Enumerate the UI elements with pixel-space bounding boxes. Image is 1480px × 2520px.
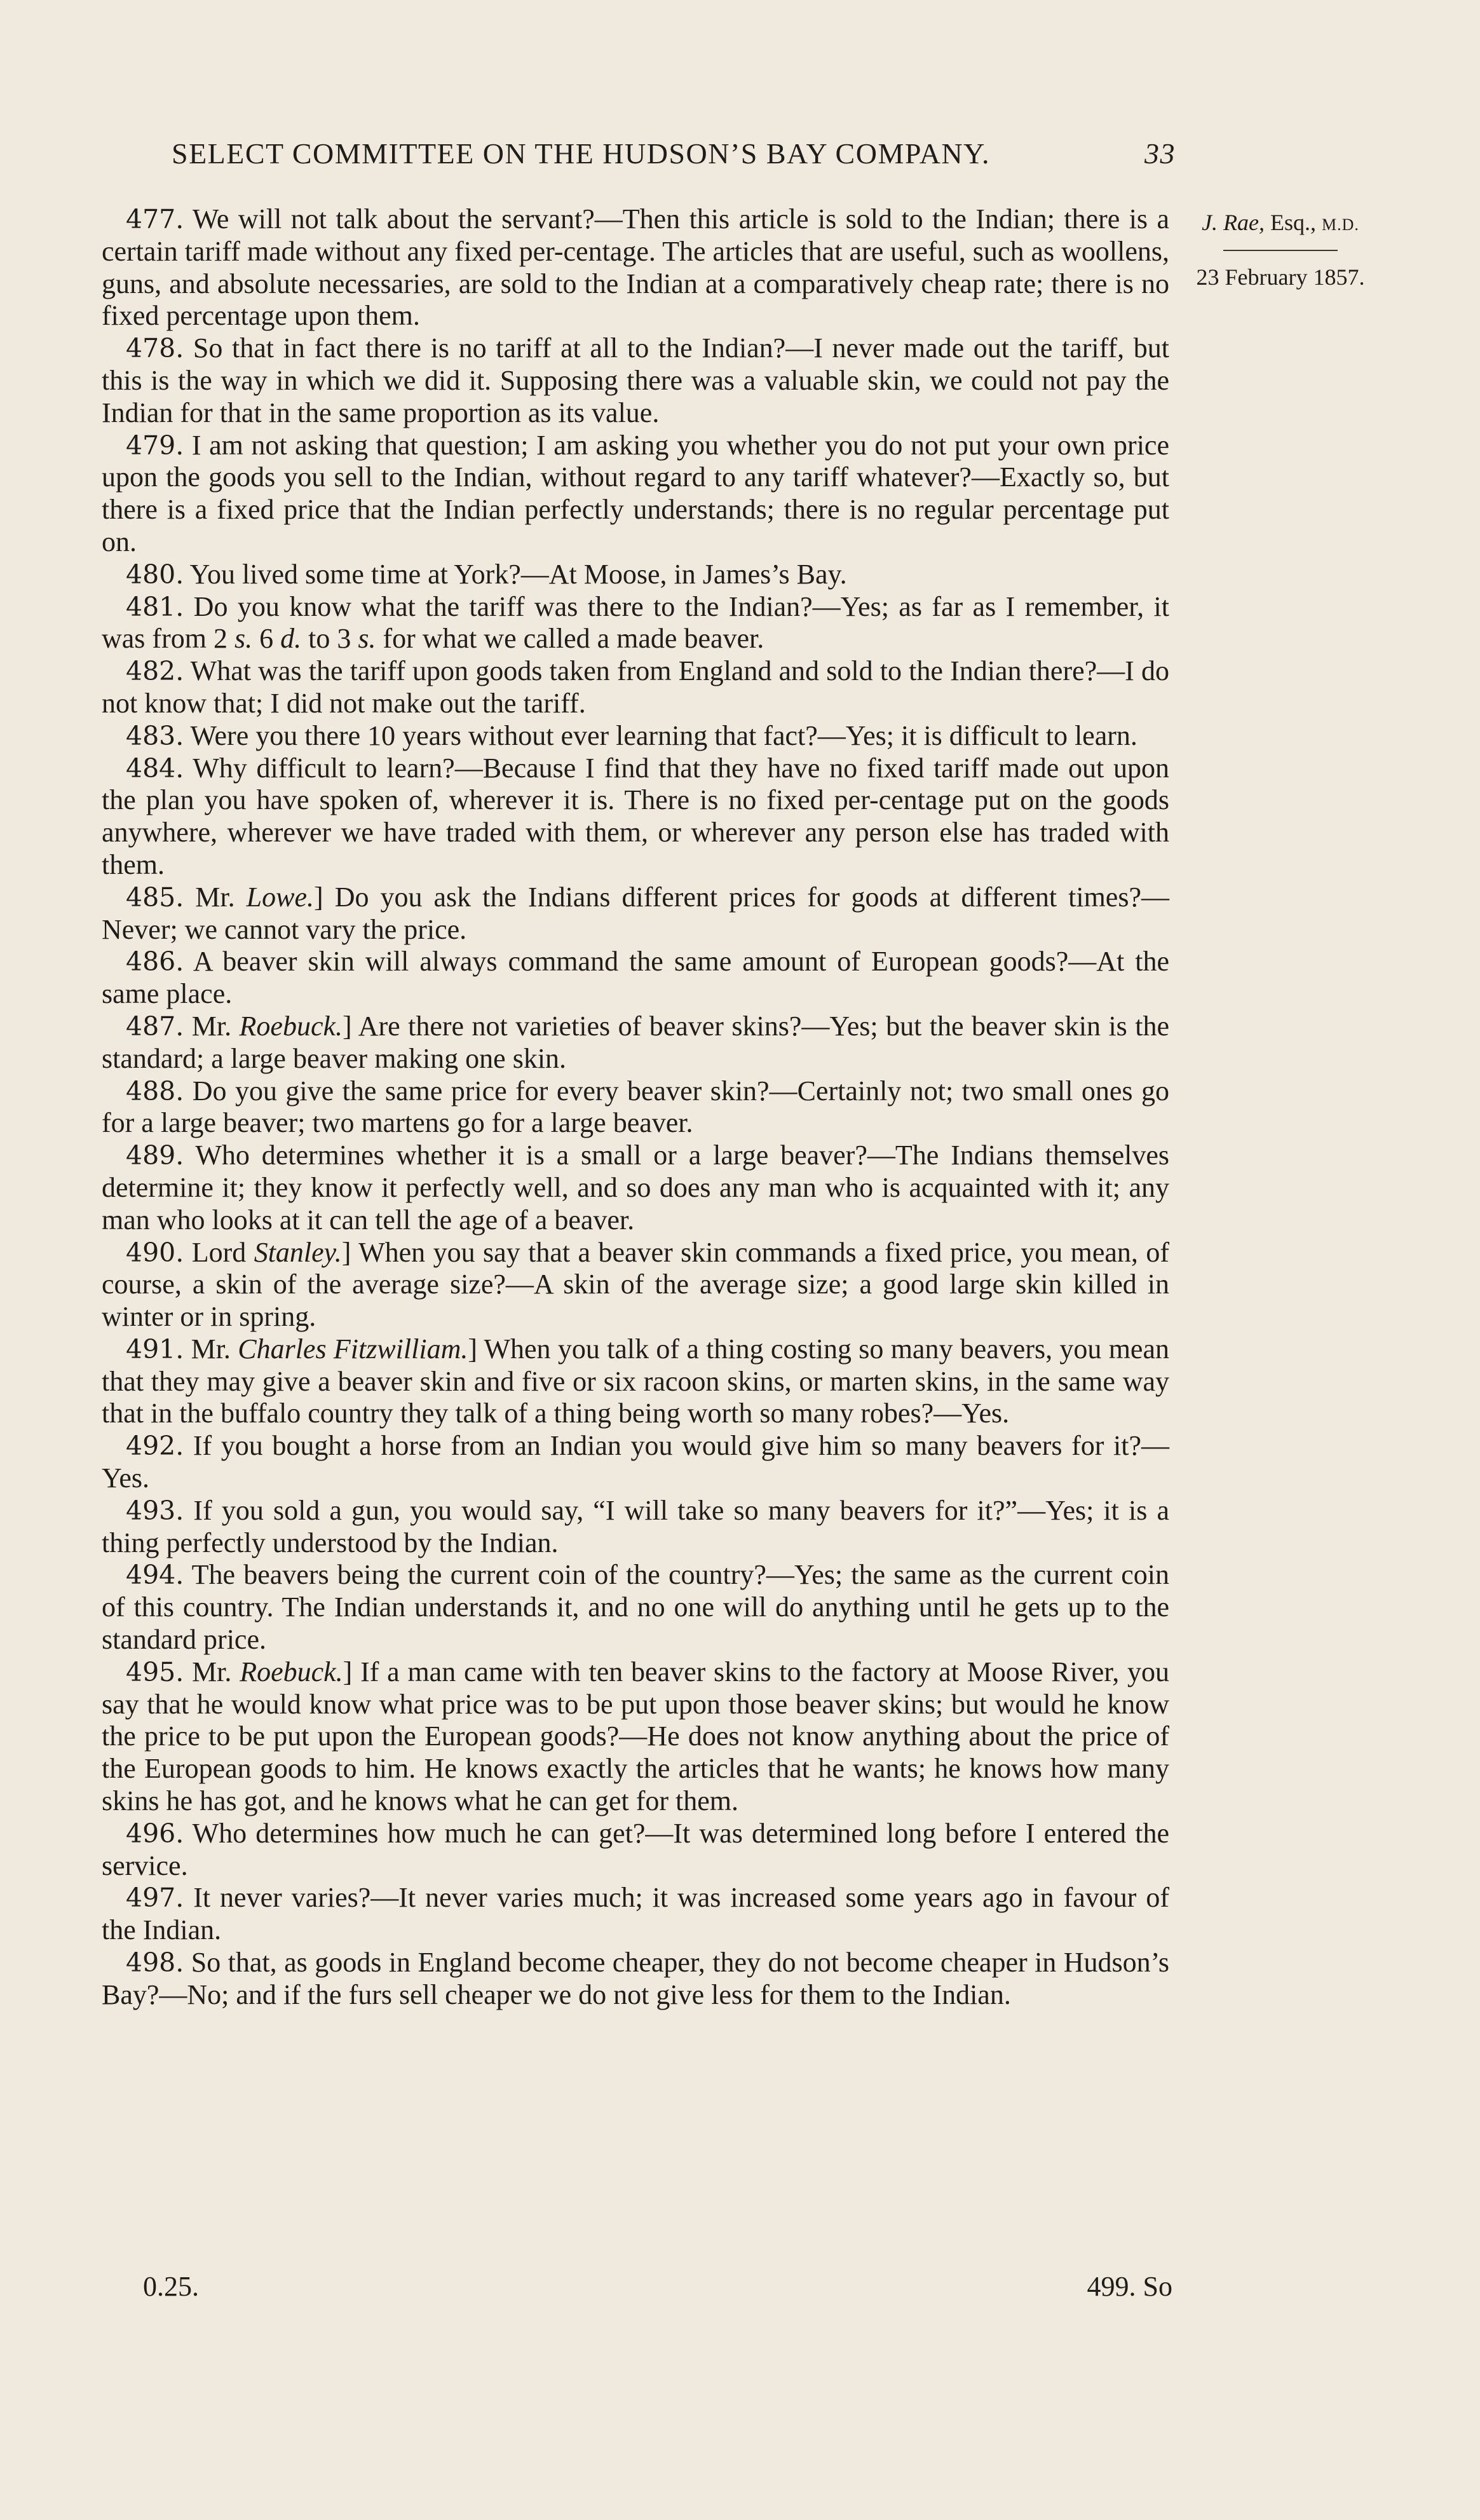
entry-text: ] Do you ask the Indians different prices for goods at different times?—Never; we cannot vary the price. [102,881,1169,945]
qa-entry [102,753,1169,882]
question-number: 479. [126,430,184,461]
entry-text: Who determines how much he can get?—It was determined long before I entered the service. [102,1817,1169,1881]
entry-text: What was the tariff upon goods taken from England and sold to the Indian there?—I do not know that; I did not make out the tariff. [102,655,1169,719]
entry-text: If you bought a horse from an Indian you would give him so many beavers for it?—Yes. [102,1430,1169,1494]
question-number: 486. [126,946,184,977]
qa-entry [102,332,1169,429]
question-number: 488. [126,1075,184,1107]
page-title: SELECT COMMITTEE ON THE HUDSON’S BAY COMPANY. [172,137,990,170]
entry-text: So that in fact there is no tariff at all to the Indian?—I never made out the tariff, but this is the way in which we did it. Supposing there was a valuable skin, we could not pay the Indian for that in the same proportion as its value. [102,332,1169,428]
qa-entry [102,1075,1169,1140]
page-number: 33 [1144,137,1176,170]
entry-text: It never varies?—It never varies much; it was increased some years ago in favour of the Indian. [102,1882,1169,1946]
question-number: 478. [126,333,184,364]
italic-text: Stanley. [254,1236,342,1268]
entry-text: We will not talk about the servant?—Then this article is sold to the Indian; there is a certain tariff made without any fixed per-centage. The articles that are useful, such as woollens, guns, and absolute necessaries, are sold to the Indian at a comparatively cheap rate; there is no fixed percentage upon them. [102,203,1169,332]
qa-entry [102,655,1169,720]
entry-text: You lived some time at York?—At Moose, in James’s Bay. [184,558,847,590]
question-number: 495. [126,1656,184,1687]
entry-text: Who determines whether it is a small or a large beaver?—The Indians themselves determine it; they know it perfectly well, and so does any man who is acquainted with it; any man who looks at it can tell the age of a beaver. [102,1140,1169,1236]
question-number: 482. [126,656,184,687]
entry-text: Lord [184,1236,254,1268]
entry-text: Mr. [184,1010,240,1042]
qa-entry [102,1947,1169,2012]
italic-text: Roebuck. [240,1656,343,1687]
witness-name: J. Rae, [1202,210,1265,235]
italic-text: s. [234,623,253,655]
italic-text: s. [358,623,376,655]
witness-degree: M.D. [1322,215,1359,234]
question-number: 498. [126,1947,184,1979]
qa-entry [102,1140,1169,1236]
qa-entry [102,1011,1169,1075]
catchword: 499. So [1087,2271,1172,2302]
question-number: 497. [126,1883,184,1914]
entry-text: Do you give the same price for every beaver skin?—Certainly not; two small ones go for a large beaver; two martens go for a large beaver. [102,1075,1169,1139]
question-number: 483. [126,720,184,751]
evidence-date: 23 February 1857. [1196,264,1365,290]
entry-text: ] Are there not varieties of beaver skins?—Yes; but the beaver skin is the standard; a large beaver making one skin. [102,1010,1169,1074]
question-number: 490. [126,1237,184,1268]
question-number: 484. [126,753,184,784]
question-number: 485. [126,882,184,913]
question-number: 481. [126,591,184,622]
question-number: 493. [126,1495,184,1526]
entry-text: I am not asking that question; I am asking you whether you do not put your own price upon the goods you sell to the Indian, without regard to any tariff whatever?—Exactly so, but there is a fixed price that the Indian perfectly understands; there is no regular percentage put on. [102,429,1169,557]
entry-text: Mr. [184,881,247,913]
qa-entry [102,1656,1169,1818]
question-number: 489. [126,1140,184,1171]
entry-text: to 3 [301,623,358,655]
entry-text: Do you know what the tariff was there to the Indian?—Yes; as far as I remember, it was from 2 [102,590,1169,655]
evidence-body [102,203,1169,2012]
margin-note [1179,207,1382,293]
entry-text: The beavers being the current coin of the country?—Yes; the same as the current coin of this country. The Indian understands it, and no one will do anything until he gets up to the standard price. [102,1559,1169,1656]
question-number: 480. [126,559,184,590]
entry-text: ] When you say that a beaver skin commands a fixed price, you mean, of course, a skin of the average size?—A skin of the average size; a good large skin killed in winter or in spring. [102,1236,1169,1333]
question-number: 487. [126,1011,184,1042]
question-number: 496. [126,1818,184,1849]
qa-entry [102,1237,1169,1333]
question-number: 491. [126,1333,184,1365]
entry-text: Why difficult to learn?—Because I find that they have no fixed tariff made out upon the plan you have spoken of, wherever it is. There is no fixed per-centage put on the goods anywhere, wherever we have traded with them, or wherever any person else has traded with them. [102,752,1169,880]
qa-entry [102,591,1169,656]
qa-entry [102,1333,1169,1430]
qa-entry [102,430,1169,559]
qa-entry [102,882,1169,946]
witness-suffix: Esq., [1270,210,1317,235]
italic-text: Charles Fitzwilliam. [238,1333,468,1365]
qa-entry [102,1882,1169,1947]
entry-text: ] If a man came with ten beaver skins to the factory at Moose River, you say that he would know what price was to be put upon those beaver skins; but would he know the price to be put upon the European goods?—He does not know anything about the price of the European goods to him. He knows exactly the articles that he wants; he knows how many skins he has got, and he knows what he can get for them. [102,1656,1169,1817]
qa-entry [102,203,1169,332]
entry-text: ] When you talk of a thing costing so many beavers, you mean that they may give a beaver skin and five or six racoon skins, or marten skins, in the same way that in the buffalo country they talk of a thing being worth so many robes?—Yes. [102,1333,1169,1429]
running-header [172,137,1176,170]
qa-entry [102,946,1169,1011]
witness-line [1179,207,1382,241]
qa-entry [102,1559,1169,1656]
entry-text: Mr. [184,1656,240,1687]
qa-entry [102,1818,1169,1883]
entry-text: Mr. [184,1333,238,1365]
italic-text: Roebuck. [239,1010,343,1042]
entry-text: So that, as goods in England become cheaper, they do not become cheaper in Hudson’s Bay?—No; and if the furs sell cheaper we do not give less for them to the Indian. [102,1947,1169,2010]
italic-text: Lowe. [246,881,315,913]
qa-entry [102,1495,1169,1560]
entry-text: If you sold a gun, you would say, “I will take so many beavers for it?”—Yes; it is a thing perfectly understood by the Indian. [102,1494,1169,1558]
qa-entry [102,1430,1169,1495]
question-number: 477. [126,204,184,235]
qa-entry [102,720,1169,753]
entry-text: A beaver skin will always command the same amount of European goods?—At the same place. [102,946,1169,1010]
qa-entry [102,559,1169,591]
question-number: 494. [126,1560,184,1591]
entry-text: 6 [252,623,281,655]
entry-text: for what we called a made beaver. [376,623,764,655]
printer-signature: 0.25. [143,2271,199,2302]
question-number: 492. [126,1431,184,1462]
italic-text: d. [280,623,302,655]
entry-text: Were you there 10 years without ever learning that fact?—Yes; it is difficult to learn. [184,719,1137,751]
margin-rule [1223,250,1338,251]
